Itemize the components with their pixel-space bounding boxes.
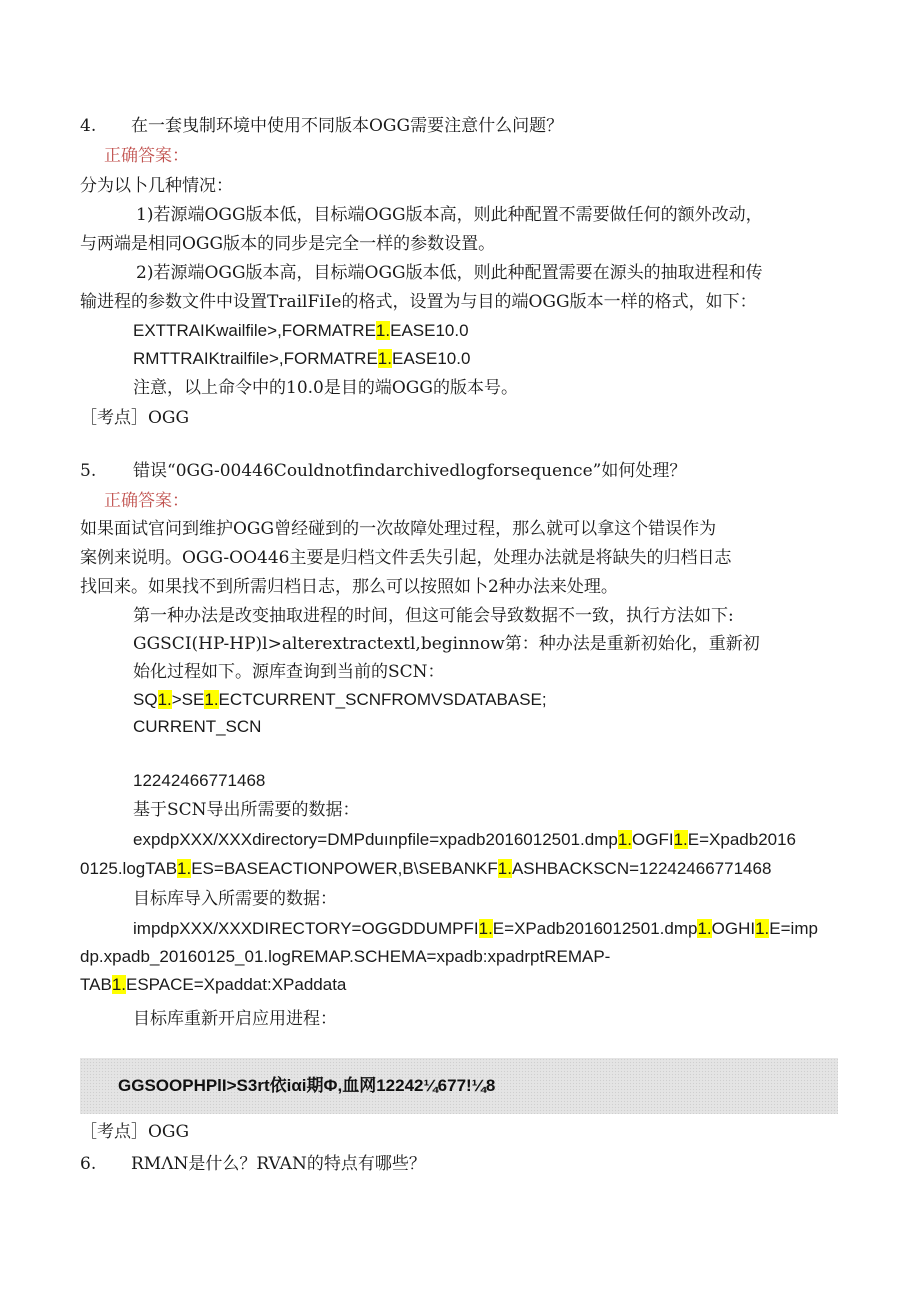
cmd1-text-a: EXTTRAIKwailfile>,FORMATRE <box>133 321 376 340</box>
q4-case2-line1: 2)若源端OGG版本高，目标端OGG版本低，则此种配置需要在源头的抽取进程和传 <box>136 263 763 283</box>
q4-answer-label: 正确答案： <box>104 146 189 166</box>
q5-tag: ［考点］OGG <box>80 1122 190 1142</box>
exp1-text-c: E=Xpadb2016 <box>687 830 797 849</box>
q5-method1-line3: 始化过程如下。源库查询到当前的SCN： <box>133 662 445 682</box>
exp2-text-a: 0125.logTAB <box>80 859 178 878</box>
q5-scn-value: 12242466771468 <box>133 771 266 790</box>
q5-para-line3: 找回来。如果找不到所需归档日志，那么可以按照如卜2种办法来处理。 <box>80 577 618 597</box>
code-box-text: GGSOOPHPlI>S3rt依iαi期Φ,血网12242¼677!¼8 <box>118 1076 496 1095</box>
q4-command-2 <box>133 345 470 373</box>
imp1-highlight-1: 1. <box>478 919 493 938</box>
q4-case2-line2: 输进程的参数文件中设置TrailFiIe的格式，设置为与目的端OGG版本一样的格式，如下： <box>80 292 757 312</box>
sql-text-b: >SE <box>171 690 205 709</box>
cmd1-text-b: EASE10.0 <box>390 321 469 340</box>
exp1-highlight-1: 1. <box>617 830 633 849</box>
q4-command-1 <box>133 317 469 345</box>
imp1-highlight-3: 1. <box>755 919 770 938</box>
sql-highlight-1: 1. <box>157 690 172 709</box>
imp1-text-b: E=XPadb2016012501.dmp <box>492 919 698 938</box>
q6-question: RMΛN是什么？RVAN的特点有哪些？ <box>131 1154 426 1174</box>
code-box <box>80 1058 838 1114</box>
imp3-highlight-1: 1. <box>111 975 126 994</box>
q5-scn-header: CURRENT_SCN <box>133 717 262 736</box>
exp2-highlight-1: 1. <box>177 859 192 878</box>
q5-impdp-line1 <box>133 915 818 943</box>
exp1-text-b: OGFI <box>632 830 674 849</box>
q5-import-label: 目标库导入所需要的数据： <box>133 889 337 909</box>
imp1-text-d: E=imp <box>769 919 818 938</box>
q4-tag: ［考点］OGG <box>80 408 190 428</box>
exp2-text-c: ASHBACKSCN=12242466771468 <box>511 859 772 878</box>
q5-answer-label: 正确答案： <box>104 491 189 511</box>
imp1-text-a: impdpXXX/XXXDIRECTORY=OGGDDUMPFI <box>133 919 479 938</box>
cmd2-text-b: EASE10.0 <box>391 349 471 368</box>
q5-number: 5. <box>80 461 97 481</box>
sql-text-c: ECTCURRENT_SCNFROMVSDATABASE; <box>218 690 547 709</box>
imp1-highlight-2: 1. <box>697 919 712 938</box>
sql-highlight-2: 1. <box>204 690 219 709</box>
imp3-text-b: ESPACE=Xpaddat:XPaddata <box>126 975 347 994</box>
q5-expdp-line2 <box>80 855 771 883</box>
imp1-text-c: OGHI <box>711 919 756 938</box>
q5-export-label: 基于SCN导出所需要的数据： <box>133 800 360 820</box>
q4-question: 在一套曳制环境中使用不同版本OGG需要注意什么问题？ <box>131 116 564 136</box>
q5-para-line1: 如果面试官问到维护OGG曾经碰到的一次故障处理过程，那么就可以拿这个错误作为 <box>80 519 717 539</box>
q4-case1-line2: 与两端是相同OGG版本的同步是完全一样的参数设置。 <box>80 234 496 254</box>
q5-question: 错误“0GG-00446Couldnotfindarchivedlogforsequence”如何处理？ <box>133 461 687 481</box>
exp2-highlight-2: 1. <box>497 859 512 878</box>
exp1-highlight-2: 1. <box>673 830 688 849</box>
q5-method1-line2: GGSCI(HP-HP)l>alterextractextl,beginnow第：种办法是重新初始化，重新初 <box>133 634 760 654</box>
sql-text-a: SQ <box>133 690 158 709</box>
exp2-text-b: ES=BASEACTIONPOWER,B\SEBANKF <box>191 859 498 878</box>
q5-sql-query <box>133 686 547 714</box>
q4-intro: 分为以卜几种情况： <box>80 176 233 196</box>
q4-number: 4. <box>80 116 97 136</box>
q5-impdp-line2: dp.xpadb_20160125_01.logREMAP.SCHEMA=xpadb:xpadrptREMAP- <box>80 947 611 966</box>
imp3-text-a: TAB <box>80 975 112 994</box>
q5-expdp-line1 <box>133 826 796 854</box>
q5-method1-line1: 第一种办法是改变抽取进程的时间，但这可能会导致数据不一致，执行方法如下: <box>133 606 734 626</box>
cmd1-highlight: 1. <box>375 321 391 340</box>
exp1-text-a: expdpXXX/XXXdirectory=DMPduınpfile=xpadb2016012501.dmp <box>133 830 618 849</box>
cmd2-highlight: 1. <box>377 349 392 368</box>
q4-case1-line1: 1)若源端OGG版本低，目标端OGG版本高，则此种配置不需要做任何的额外改动， <box>136 205 763 225</box>
q4-note: 注意，以上命令中的10.0是目的端OGG的版本号。 <box>133 378 518 398</box>
q5-restart-label: 目标库重新开启应用进程： <box>133 1009 337 1029</box>
cmd2-text-a: RMTTRAIKtrailfile>,FORMATRE <box>133 349 378 368</box>
q5-para-line2: 案例来说明。OGG-OO446主要是归档文件丢失引起，处理办法就是将缺失的归档日志 <box>80 548 732 568</box>
q6-number: 6. <box>80 1154 97 1174</box>
q5-impdp-line3 <box>80 971 346 999</box>
